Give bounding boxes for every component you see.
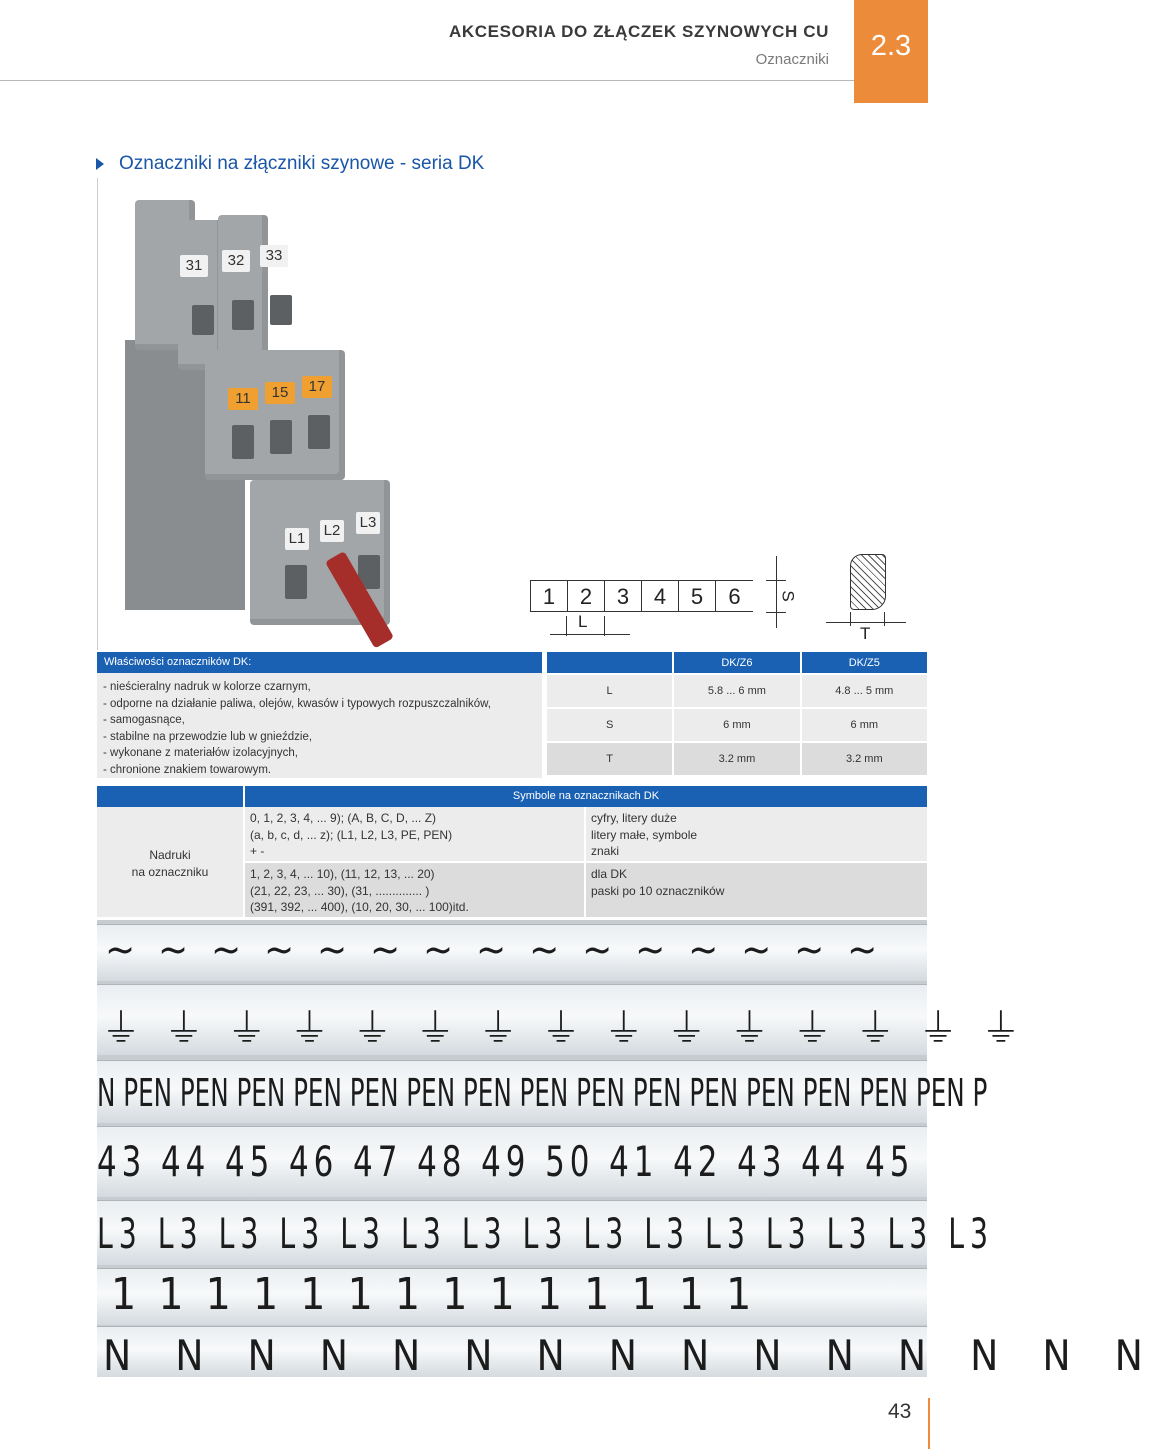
symbols-line: (a, b, c, d, ... z); (L1, L2, L3, PE, PEN) (250, 827, 453, 842)
strip-text: 1 1 1 1 1 1 1 1 1 1 1 1 1 1 (111, 1269, 751, 1320)
symbols-line: + - (250, 844, 265, 859)
page-number: 43 (888, 1400, 912, 1423)
table-cell: 4.8 ... 5 mm (800, 673, 927, 707)
strip-text: 43 44 45 46 47 48 49 50 41 42 43 44 45 (97, 1137, 915, 1186)
terminal-slot (232, 300, 254, 330)
strip-text: L3 L3 L3 L3 L3 L3 L3 L3 L3 L3 L3 L3 L3 L3 L3 (97, 1209, 995, 1258)
symbols-line: cyfry, litery duże (591, 811, 677, 825)
marker-strip (97, 1268, 927, 1325)
table-header-row (547, 652, 927, 673)
table-cell: S (547, 707, 672, 741)
marker-dimension-diagram (520, 550, 920, 650)
properties-box (97, 673, 542, 778)
symbols-cell (586, 863, 927, 917)
section-arrow-icon (96, 158, 104, 170)
terminal-slot (270, 295, 292, 325)
table-cell: 3.2 mm (672, 741, 799, 775)
marker-tag: 32 (222, 250, 250, 272)
symbols-line: paski po 10 oznaczników (591, 883, 725, 898)
table-row (547, 673, 927, 707)
dim-label-L: L (578, 612, 588, 631)
table-row (547, 741, 927, 775)
list-item: - odporne na działanie paliwa, olejów, kwasów i typowych rozpuszczalników, (103, 697, 492, 710)
marker-tag: 15 (265, 382, 295, 404)
marker-tag: 17 (302, 376, 332, 398)
table-cell: 5.8 ... 6 mm (672, 673, 799, 707)
list-item: - wykonane z materiałów izolacyjnych, (103, 747, 298, 760)
list-item: - nieścieralny nadruk w kolorze czarnym, (103, 681, 311, 693)
strip-text: N N N N N N N N N N N N N N N (103, 1331, 1159, 1380)
symbols-header-blank (97, 786, 245, 807)
terminal-slot (232, 425, 254, 459)
terminal-slot (308, 415, 330, 449)
dim-line-T (826, 622, 906, 623)
strip-text: ~ ~ ~ ~ ~ ~ ~ ~ ~ ~ ~ ~ ~ ~ ~ (105, 927, 878, 973)
dim-tick (884, 612, 885, 626)
marker-strip (97, 984, 1021, 1055)
diagram-cell: 4 (641, 580, 679, 612)
marker-tag: L3 (356, 512, 380, 534)
terminal-slot (270, 420, 292, 454)
terminal-block (218, 215, 268, 365)
symbols-cell (586, 807, 927, 861)
marker-strip (97, 1326, 1159, 1380)
properties-list (97, 673, 542, 779)
page-number-rule (928, 1398, 930, 1449)
marker-strip (97, 1060, 988, 1123)
symbols-line: 0, 1, 2, 3, 4, ... 9); (A, B, C, D, ... Z) (250, 811, 437, 825)
symbols-line: (21, 22, 23, ... 30), (31, .............. ) (250, 883, 430, 898)
symbols-line: litery małe, symbole (591, 827, 698, 842)
diagram-cell: 2 (567, 580, 605, 612)
product-photo (120, 190, 430, 635)
symbols-line: dla DK (591, 867, 628, 881)
dim-tick (604, 616, 605, 636)
section-title: Oznaczniki na złączniki szynowe - seria DK (119, 153, 485, 174)
terminal-slot (285, 565, 307, 599)
dim-tick (766, 580, 786, 581)
symbols-left-cell (97, 807, 243, 917)
list-item: - chronione znakiem towarowym. (103, 763, 272, 776)
section-number: 2.3 (870, 30, 912, 62)
list-item: - samogasnące, (103, 714, 185, 727)
diagram-cell: 3 (604, 580, 642, 612)
table-header: DK/Z5 (800, 652, 927, 673)
symbols-line: (391, 392, ... 400), (10, 20, 30, ... 100)itd. (250, 900, 469, 915)
marker-tag: 31 (180, 255, 208, 277)
strip-text: N PEN PEN PEN PEN PEN PEN PEN PEN PEN PEN PEN PEN PEN PEN PEN P (97, 1071, 988, 1115)
terminal-block (178, 220, 223, 370)
strip-text: ⏚ ⏚ ⏚ ⏚ ⏚ ⏚ ⏚ ⏚ ⏚ ⏚ ⏚ ⏚ ⏚ ⏚ ⏚ (101, 1006, 1021, 1052)
symbols-line: 1, 2, 3, 4, ... 10), (11, 12, 13, ... 20) (250, 867, 435, 881)
diagram-cell: 5 (678, 580, 716, 612)
marker-tag: 33 (260, 245, 288, 267)
dim-tick (850, 612, 851, 626)
dim-tick (566, 616, 567, 636)
header-rule (0, 80, 854, 81)
symbols-heading: Symbole na oznacznikach DK (512, 790, 660, 802)
table-cell: 6 mm (800, 707, 927, 741)
symbols-left-label (97, 847, 243, 881)
properties-heading: Właściwości oznaczników DK: (104, 656, 252, 668)
table-cell: 3.2 mm (800, 741, 927, 775)
dim-line-L (550, 634, 630, 635)
diagram-cell: 1 (530, 580, 568, 612)
symbols-cell (245, 863, 584, 917)
dim-tick (766, 612, 786, 613)
dim-label-S: S (778, 590, 798, 602)
table-cell: T (547, 741, 672, 775)
table-cell: L (547, 673, 672, 707)
diagram-cell: 6 (715, 580, 753, 612)
dimension-table (547, 652, 927, 775)
marker-strips-photo (97, 920, 1159, 1380)
symbols-left-line: na oznaczniku (131, 865, 209, 879)
symbols-cell (245, 807, 584, 861)
header-subtitle: Oznaczniki (755, 51, 829, 68)
list-item: - stabilne na przewodzie lub w gnieździe, (103, 730, 313, 743)
table-header: DK/Z6 (672, 652, 799, 673)
marker-tag: L1 (285, 528, 309, 550)
dim-label-T: T (860, 624, 871, 643)
table-cell: 6 mm (672, 707, 799, 741)
marker-profile (850, 554, 886, 610)
marker-tag: 11 (228, 388, 258, 410)
section-number-tab (854, 0, 928, 103)
marker-tag: L2 (320, 520, 344, 542)
header-title: AKCESORIA DO ZŁĄCZEK SZYNOWYCH CU (449, 22, 829, 41)
table-header (547, 652, 672, 673)
section-divider (97, 178, 98, 650)
table-row (547, 707, 927, 741)
marker-strip (97, 924, 927, 981)
symbols-header (97, 786, 927, 807)
symbols-line: znaki (591, 844, 620, 859)
symbols-left-line: Nadruki (149, 848, 191, 862)
properties-header (97, 652, 542, 673)
terminal-slot (192, 305, 214, 335)
marker-strip (97, 1126, 927, 1197)
marker-strip (97, 1200, 995, 1265)
